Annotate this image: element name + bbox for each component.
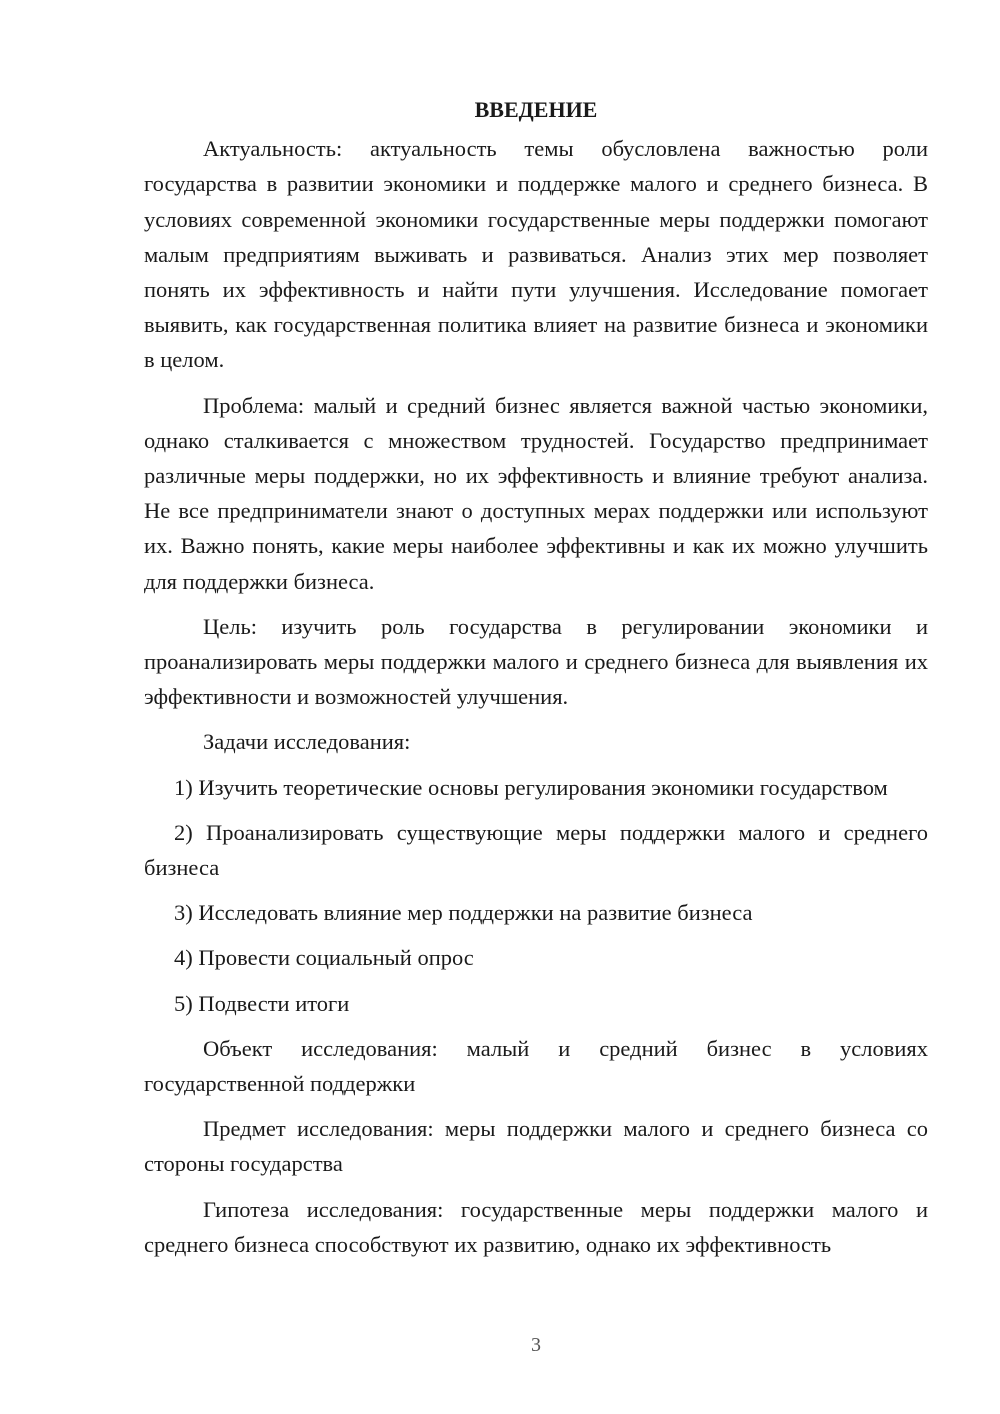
task-item-2: 2) Проанализировать существующие меры поддержки малого и среднего бизнеса bbox=[144, 819, 928, 881]
page-title: ВВЕДЕНИЕ bbox=[474, 97, 598, 122]
paragraph-subject: Предмет исследования: меры поддержки малого и среднего бизнеса со стороны государства bbox=[144, 1116, 928, 1177]
task-item-1: 1) Изучить теоретические основы регулирования экономики государством bbox=[174, 774, 888, 800]
task-item-4: 4) Провести социальный опрос bbox=[174, 945, 474, 971]
paragraph-goal: Цель: изучить роль государства в регулировании экономики и проанализировать меры поддержки малого и среднего бизнеса для выявления их эффективности и возможностей улучшения. bbox=[144, 613, 928, 710]
paragraph-relevance: Актуальность: актуальность темы обусловлена важностью роли государства в развитии экономики и поддержке малого и среднего бизнеса. В условиях современной экономики государственные меры поддержки помогают малым предприятиям выживать и развиваться. Анализ этих мер позволяет понять их эффективность и найти пути улучшения. Исследование помогает выявить, как государственная политика влияет на развитие бизнеса и экономики в целом. bbox=[144, 136, 928, 373]
document-body bbox=[144, 92, 928, 1272]
page-number: 3 bbox=[531, 1334, 541, 1356]
task-item-5: 5) Подвести итоги bbox=[174, 990, 350, 1016]
paragraph-problem: Проблема: малый и средний бизнес является важной частью экономики, однако сталкивается с множеством трудностей. Государство предпринимает различные меры поддержки, но их эффективность и влияние требуют анализа. Не все предприниматели знают о доступных мерах поддержки или используют их. Важно понять, какие меры наиболее эффективны и как их можно улучшить для поддержки бизнеса. bbox=[144, 392, 928, 594]
paragraph-object: Объект исследования: малый и средний бизнес в условиях государственной поддержки bbox=[144, 1035, 928, 1097]
task-item-3: 3) Исследовать влияние мер поддержки на развитие бизнеса bbox=[174, 900, 753, 926]
tasks-heading: Задачи исследования: bbox=[203, 729, 411, 755]
paragraph-hypothesis: Гипотеза исследования: государственные меры поддержки малого и среднего бизнеса способствуют их развитию, однако их эффективность bbox=[144, 1196, 928, 1257]
